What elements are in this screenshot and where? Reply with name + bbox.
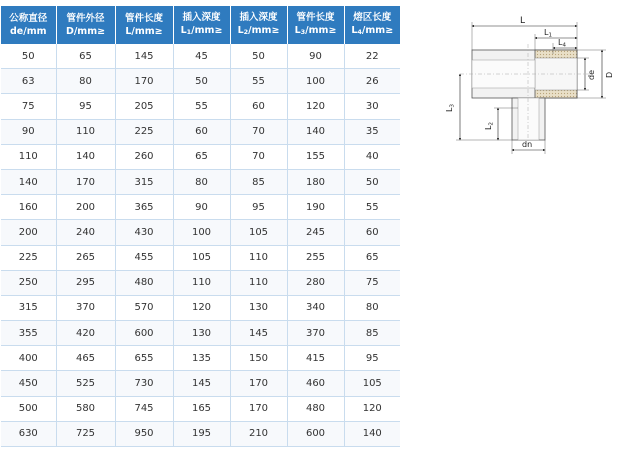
table-cell: 120 bbox=[287, 94, 344, 119]
svg-text:L2 bbox=[484, 122, 495, 130]
table-cell: 365 bbox=[115, 195, 173, 220]
table-row bbox=[1, 295, 400, 320]
table-cell: 140 bbox=[344, 421, 400, 446]
table-cell: 95 bbox=[230, 195, 287, 220]
table-cell: 95 bbox=[344, 346, 400, 371]
table-cell: 90 bbox=[173, 195, 230, 220]
table-cell: 180 bbox=[287, 169, 344, 194]
table-cell: 580 bbox=[56, 396, 115, 421]
reducing-tee-diagram bbox=[440, 8, 620, 158]
table-cell: 90 bbox=[1, 119, 56, 144]
table-cell: 280 bbox=[287, 270, 344, 295]
table-cell: 145 bbox=[173, 371, 230, 396]
table-cell: 75 bbox=[344, 270, 400, 295]
table-row bbox=[1, 220, 400, 245]
table-cell: 90 bbox=[287, 44, 344, 69]
fitting-body bbox=[460, 44, 590, 146]
header-subscript: 3 bbox=[300, 28, 306, 36]
table-cell: 155 bbox=[287, 144, 344, 169]
table-cell: 950 bbox=[115, 421, 173, 446]
table-cell: 725 bbox=[56, 421, 115, 446]
table-cell: 205 bbox=[115, 94, 173, 119]
header-bottom-label: L bbox=[180, 25, 187, 36]
table-cell: 60 bbox=[344, 220, 400, 245]
header-subscript: 4 bbox=[357, 28, 362, 36]
table-cell: 40 bbox=[344, 144, 400, 169]
table-cell: 465 bbox=[56, 346, 115, 371]
table-cell: 570 bbox=[115, 295, 173, 320]
table-cell: 170 bbox=[115, 69, 173, 94]
label-L3-sub: 3 bbox=[449, 104, 456, 108]
table-cell: 145 bbox=[230, 321, 287, 346]
table-row bbox=[1, 421, 400, 446]
table-cell: 295 bbox=[56, 270, 115, 295]
table-cell: 730 bbox=[115, 371, 173, 396]
table-cell: 430 bbox=[115, 220, 173, 245]
table-row bbox=[1, 270, 400, 295]
header-top-label: 管件外径 bbox=[66, 13, 105, 24]
label-L2: L bbox=[484, 125, 493, 130]
table-cell: 145 bbox=[115, 44, 173, 69]
table-cell: 50 bbox=[173, 69, 230, 94]
label-L1-sub: 1 bbox=[548, 32, 552, 39]
label-L: L bbox=[520, 16, 526, 26]
label-L1: L bbox=[544, 28, 549, 37]
table-row bbox=[1, 371, 400, 396]
table-cell: 255 bbox=[287, 245, 344, 270]
header-cell bbox=[230, 6, 287, 44]
header-top-label: 管件长度 bbox=[124, 13, 163, 24]
header-cell bbox=[287, 6, 344, 44]
table-cell: 525 bbox=[56, 371, 115, 396]
table-cell: 85 bbox=[230, 169, 287, 194]
label-L4: L bbox=[558, 38, 563, 47]
table-cell: 315 bbox=[115, 169, 173, 194]
table-cell: 65 bbox=[344, 245, 400, 270]
table-cell: 460 bbox=[287, 371, 344, 396]
table-cell: 80 bbox=[344, 295, 400, 320]
table-cell: 600 bbox=[287, 421, 344, 446]
header-bottom-label: L bbox=[237, 25, 244, 36]
table-cell: 130 bbox=[230, 295, 287, 320]
svg-text:dn bbox=[522, 140, 532, 149]
header-top-label: 管件长度 bbox=[296, 12, 335, 23]
dimension-dn bbox=[512, 140, 545, 154]
table-cell: 370 bbox=[56, 295, 115, 320]
table-cell: 110 bbox=[230, 245, 287, 270]
table-cell: 105 bbox=[173, 245, 230, 270]
table-cell: 105 bbox=[344, 371, 400, 396]
table-cell: 130 bbox=[173, 321, 230, 346]
table-cell: 140 bbox=[1, 169, 56, 194]
table-cell: 745 bbox=[115, 396, 173, 421]
header-cell bbox=[1, 6, 56, 44]
table-cell: 100 bbox=[287, 69, 344, 94]
header-top-label: 熔区长度 bbox=[353, 12, 392, 23]
header-top-label: 公称直径 bbox=[9, 13, 48, 24]
table-cell: 225 bbox=[115, 119, 173, 144]
table-cell: 100 bbox=[173, 220, 230, 245]
table-cell: 75 bbox=[1, 94, 56, 119]
table-row bbox=[1, 144, 400, 169]
table-cell: 415 bbox=[287, 346, 344, 371]
table-cell: 195 bbox=[173, 421, 230, 446]
header-unit-label: /mm≥ bbox=[361, 25, 394, 36]
table-cell: 160 bbox=[1, 195, 56, 220]
table-cell: 200 bbox=[1, 220, 56, 245]
table-row bbox=[1, 44, 400, 69]
spec-table bbox=[1, 6, 400, 447]
table-cell: 45 bbox=[173, 44, 230, 69]
table-cell: 140 bbox=[287, 119, 344, 144]
label-L4-sub: 4 bbox=[562, 42, 566, 49]
table-cell: 80 bbox=[56, 69, 115, 94]
header-top-label: 插入深度 bbox=[239, 12, 278, 23]
table-cell: 65 bbox=[56, 44, 115, 69]
header-cell bbox=[344, 6, 400, 44]
header-unit-label: /mm≥ bbox=[191, 25, 223, 36]
svg-text:L3 bbox=[445, 104, 456, 112]
table-cell: 50 bbox=[230, 44, 287, 69]
label-D: D bbox=[605, 71, 614, 78]
table-cell: 55 bbox=[344, 195, 400, 220]
table-cell: 170 bbox=[230, 396, 287, 421]
table-row bbox=[1, 346, 400, 371]
svg-text:L4 bbox=[558, 38, 566, 49]
svg-text:L bbox=[520, 16, 525, 26]
table-cell: 240 bbox=[56, 220, 115, 245]
table-cell: 190 bbox=[287, 195, 344, 220]
table-cell: 110 bbox=[1, 144, 56, 169]
table-cell: 340 bbox=[287, 295, 344, 320]
table-cell: 480 bbox=[287, 396, 344, 421]
table-cell: 400 bbox=[1, 346, 56, 371]
table-cell: 110 bbox=[230, 270, 287, 295]
spec-table-header bbox=[1, 6, 400, 44]
table-cell: 120 bbox=[173, 295, 230, 320]
header-cell bbox=[115, 6, 173, 44]
table-cell: 245 bbox=[287, 220, 344, 245]
table-cell: 30 bbox=[344, 94, 400, 119]
table-cell: 355 bbox=[1, 321, 56, 346]
header-top-label: 插入深度 bbox=[182, 12, 221, 23]
table-row bbox=[1, 245, 400, 270]
svg-text:D bbox=[605, 72, 614, 78]
header-subscript: 2 bbox=[243, 28, 249, 36]
label-L3: L bbox=[445, 107, 454, 112]
svg-text:L1 bbox=[544, 28, 552, 39]
header-bottom-label: D/mm≥ bbox=[65, 26, 106, 37]
table-row bbox=[1, 69, 400, 94]
header-cell bbox=[173, 6, 230, 44]
label-de: de bbox=[587, 70, 596, 80]
table-cell: 80 bbox=[173, 169, 230, 194]
table-cell: 60 bbox=[173, 119, 230, 144]
table-row bbox=[1, 119, 400, 144]
table-cell: 170 bbox=[230, 371, 287, 396]
table-cell: 315 bbox=[1, 295, 56, 320]
label-dn: dn bbox=[522, 140, 533, 149]
table-cell: 500 bbox=[1, 396, 56, 421]
svg-text:de bbox=[587, 70, 596, 80]
table-cell: 200 bbox=[56, 195, 115, 220]
header-bottom-label: L/mm≥ bbox=[125, 26, 163, 37]
table-cell: 70 bbox=[230, 144, 287, 169]
table-cell: 480 bbox=[115, 270, 173, 295]
table-row bbox=[1, 169, 400, 194]
table-cell: 55 bbox=[173, 94, 230, 119]
table-cell: 140 bbox=[56, 144, 115, 169]
table-cell: 260 bbox=[115, 144, 173, 169]
table-cell: 120 bbox=[344, 396, 400, 421]
table-cell: 95 bbox=[56, 94, 115, 119]
table-cell: 630 bbox=[1, 421, 56, 446]
table-cell: 370 bbox=[287, 321, 344, 346]
label-L2-sub: 2 bbox=[488, 122, 495, 126]
table-cell: 50 bbox=[1, 44, 56, 69]
table-cell: 63 bbox=[1, 69, 56, 94]
table-cell: 55 bbox=[230, 69, 287, 94]
table-cell: 170 bbox=[56, 169, 115, 194]
table-cell: 600 bbox=[115, 321, 173, 346]
header-bottom-label: L bbox=[294, 25, 301, 36]
table-row bbox=[1, 195, 400, 220]
header-bottom-label: L bbox=[351, 25, 358, 36]
table-cell: 65 bbox=[173, 144, 230, 169]
table-cell: 85 bbox=[344, 321, 400, 346]
header-cell bbox=[56, 6, 115, 44]
table-row bbox=[1, 94, 400, 119]
table-cell: 225 bbox=[1, 245, 56, 270]
header-unit-label: /mm≥ bbox=[305, 25, 337, 36]
dimension-L1 bbox=[535, 28, 577, 50]
table-cell: 455 bbox=[115, 245, 173, 270]
table-cell: 110 bbox=[56, 119, 115, 144]
table-cell: 210 bbox=[230, 421, 287, 446]
table-row bbox=[1, 396, 400, 421]
table-cell: 22 bbox=[344, 44, 400, 69]
spec-table-body bbox=[1, 44, 400, 447]
header-bottom-label: de/mm bbox=[9, 26, 47, 37]
header-row bbox=[1, 6, 400, 44]
table-cell: 35 bbox=[344, 119, 400, 144]
table-cell: 250 bbox=[1, 270, 56, 295]
table-cell: 26 bbox=[344, 69, 400, 94]
table-cell: 420 bbox=[56, 321, 115, 346]
table-row bbox=[1, 321, 400, 346]
table-cell: 450 bbox=[1, 371, 56, 396]
table-cell: 265 bbox=[56, 245, 115, 270]
table-cell: 655 bbox=[115, 346, 173, 371]
header-unit-label: /mm≥ bbox=[248, 25, 280, 36]
table-cell: 105 bbox=[230, 220, 287, 245]
table-cell: 50 bbox=[344, 169, 400, 194]
table-cell: 60 bbox=[230, 94, 287, 119]
table-cell: 165 bbox=[173, 396, 230, 421]
header-subscript: 1 bbox=[186, 28, 192, 36]
table-cell: 150 bbox=[230, 346, 287, 371]
table-cell: 110 bbox=[173, 270, 230, 295]
table-cell: 135 bbox=[173, 346, 230, 371]
table-cell: 70 bbox=[230, 119, 287, 144]
